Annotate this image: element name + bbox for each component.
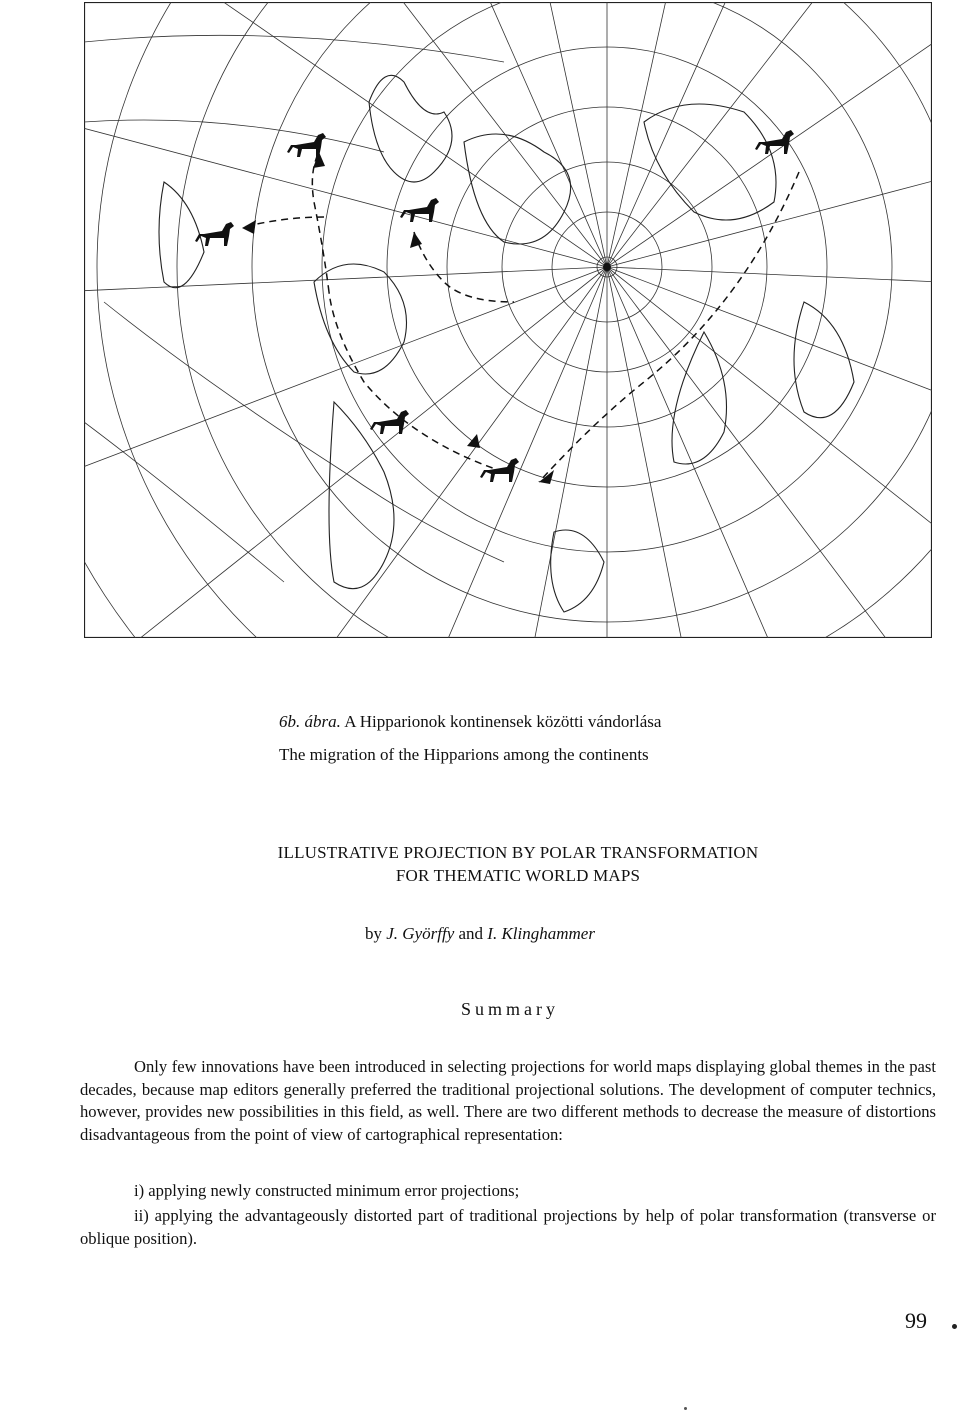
- summary-list-item-1: i) applying newly constructed minimum error projections;: [134, 1181, 520, 1200]
- footer-speck: [684, 1407, 687, 1410]
- and-text: and: [458, 924, 484, 943]
- summary-list-item-2: ii) applying the advantageously distorted part of traditional projections by help of polar transformation (transverse or oblique position).: [80, 1206, 936, 1248]
- author-line: [0, 924, 960, 944]
- author-1: J. Györffy: [386, 924, 455, 943]
- author-2: I. Klinghammer: [487, 924, 595, 943]
- figure-caption-hungarian: [279, 712, 661, 732]
- summary-paragraph: Only few innovations have been introduced in selecting projections for world maps displaying global themes in the past decades, because map editors generally preferred the traditional projectional solutions. The development of computer technics, however, provides new possibilities in this field, as well. There are two different methods to decrease the measure of distortions disadvantageous from the point of view of cartographical representation:: [80, 1057, 936, 1144]
- figure-caption-english: The migration of the Hipparions among the continents: [279, 745, 649, 764]
- pole-marker: [603, 263, 611, 271]
- figure-label: 6b. ábra.: [279, 712, 341, 731]
- summary-heading: Summary: [461, 999, 559, 1019]
- paper-title-line-2: FOR THEMATIC WORLD MAPS: [395, 866, 641, 885]
- hipparion-migration-map: [84, 2, 932, 638]
- by-text: by: [365, 924, 383, 943]
- caption-hungarian-text: A Hipparionok kontinensek közötti vándorlása: [344, 712, 662, 731]
- paper-title-line-1: ILLUSTRATIVE PROJECTION BY POLAR TRANSFORMATION: [277, 843, 759, 862]
- page-number: 99: [905, 1308, 927, 1333]
- page-dot-mark: [952, 1324, 957, 1329]
